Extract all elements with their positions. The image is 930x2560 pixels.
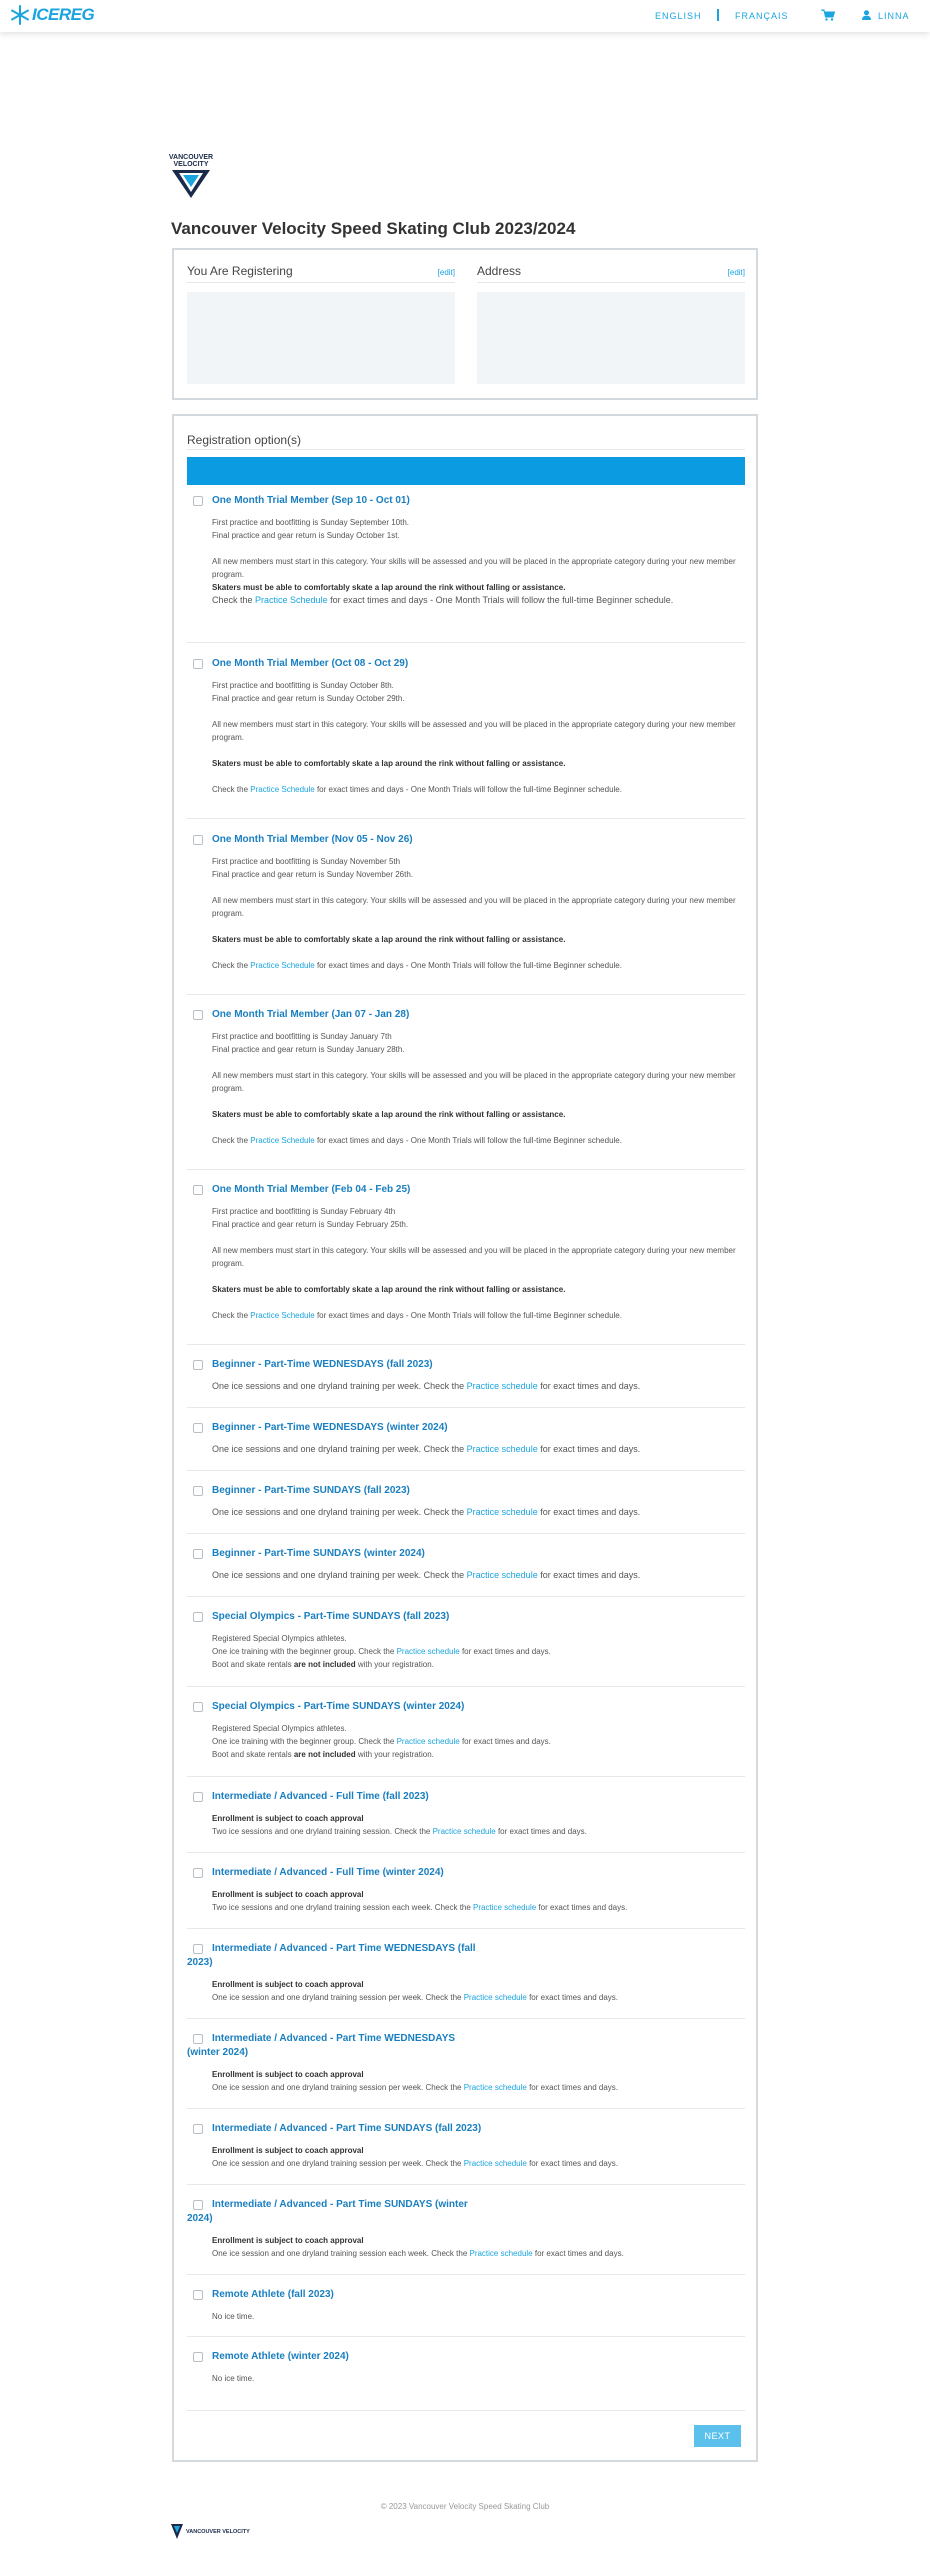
page-title: Vancouver Velocity Speed Skating Club 2023/2024 bbox=[171, 219, 576, 238]
registration-options-card bbox=[172, 414, 758, 2462]
address-edit-link[interactable]: [edit] bbox=[727, 268, 745, 277]
registration-summary-card bbox=[172, 248, 758, 400]
practice-schedule-link[interactable]: Practice schedule bbox=[466, 1507, 538, 1517]
registering-content bbox=[187, 292, 455, 384]
practice-schedule-link[interactable]: Practice schedule bbox=[463, 1993, 527, 2002]
registering-section bbox=[187, 264, 455, 384]
option-item[interactable] bbox=[187, 2122, 745, 2170]
option-checkbox[interactable] bbox=[193, 1702, 203, 1712]
option-item[interactable] bbox=[187, 1421, 745, 1456]
cart-icon[interactable] bbox=[821, 9, 835, 21]
footer-logo-text: VANCOUVER VELOCITY bbox=[186, 2529, 250, 2535]
option-checkbox[interactable] bbox=[193, 835, 203, 845]
option-name[interactable]: Remote Athlete (winter 2024) bbox=[212, 2351, 349, 2362]
brand-name: ICEREG bbox=[32, 5, 95, 24]
option-name[interactable]: One Month Trial Member (Oct 08 - Oct 29) bbox=[212, 658, 409, 669]
option-name[interactable]: Intermediate / Advanced - Part Time WEDNESDAYS (fall 2023) bbox=[187, 1943, 476, 1968]
option-description: Registered Special Olympics athletes. One ice training with the beginner group. Check the Practice schedule for exact times and days. Boot and skate rentals are not included with your registration. bbox=[212, 1634, 551, 1669]
option-name[interactable]: One Month Trial Member (Nov 05 - Nov 26) bbox=[212, 834, 413, 845]
options-header-bar bbox=[187, 457, 745, 485]
practice-schedule-link[interactable]: Practice schedule bbox=[396, 1737, 460, 1746]
practice-schedule-link[interactable]: Practice Schedule bbox=[250, 785, 315, 794]
option-item[interactable] bbox=[187, 1610, 745, 1671]
practice-schedule-link[interactable]: Practice schedule bbox=[466, 1570, 538, 1580]
option-description: No ice time. bbox=[212, 2374, 255, 2383]
practice-schedule-link[interactable]: Practice schedule bbox=[463, 2083, 527, 2092]
option-item[interactable] bbox=[187, 2288, 745, 2323]
address-section bbox=[477, 264, 745, 384]
option-description: No ice time. bbox=[212, 2312, 255, 2321]
top-navbar bbox=[0, 0, 930, 32]
option-checkbox[interactable] bbox=[193, 2200, 203, 2210]
option-item[interactable] bbox=[187, 2032, 745, 2094]
option-checkbox[interactable] bbox=[193, 1185, 203, 1195]
footer-club-logo bbox=[170, 2522, 250, 2542]
option-name[interactable]: Beginner - Part-Time WEDNESDAYS (winter 2024) bbox=[212, 1422, 448, 1433]
option-checkbox[interactable] bbox=[193, 1792, 203, 1802]
option-name[interactable]: Intermediate / Advanced - Full Time (winter 2024) bbox=[212, 1867, 444, 1878]
option-item[interactable] bbox=[187, 1358, 745, 1393]
option-description: First practice and bootfitting is Sunday January 7th Final practice and gear return is Sunday January 28th. All new members must start in this category. Your skills will be assessed and you will be placed in the appropriate category during your new member program. Skaters must be able to comfortably skate a lap around the rink without falling or assistance. Check the Practice Schedule for exact times and days - One Month Trials will follow the full-time Beginner schedule. bbox=[212, 1032, 736, 1145]
address-content bbox=[477, 292, 745, 384]
option-name[interactable]: Intermediate / Advanced - Part Time SUNDAYS (fall 2023) bbox=[212, 2123, 482, 2134]
club-logo bbox=[160, 152, 222, 200]
option-description: Enrollment is subject to coach approval Two ice sessions and one dryland training session. Check the Practice schedule for exact times and days. bbox=[212, 1814, 587, 1836]
option-checkbox[interactable] bbox=[193, 1868, 203, 1878]
option-checkbox[interactable] bbox=[193, 2352, 203, 2362]
option-name[interactable]: One Month Trial Member (Jan 07 - Jan 28) bbox=[212, 1009, 410, 1020]
option-name[interactable]: Beginner - Part-Time SUNDAYS (fall 2023) bbox=[212, 1485, 410, 1496]
option-name[interactable]: Intermediate / Advanced - Part Time WEDNESDAYS (winter 2024) bbox=[187, 2033, 456, 2058]
option-name[interactable]: Special Olympics - Part-Time SUNDAYS (winter 2024) bbox=[212, 1701, 465, 1712]
practice-schedule-link[interactable]: Practice schedule bbox=[466, 1444, 538, 1454]
option-description: First practice and bootfitting is Sunday October 8th. Final practice and gear return is Sunday October 29th. All new members must start in this category. Your skills will be assessed and you will be placed in the appropriate category during your new member program. Skaters must be able to comfortably skate a lap around the rink without falling or assistance. Check the Practice Schedule for exact times and days - One Month Trials will follow the full-time Beginner schedule. bbox=[212, 681, 736, 794]
option-checkbox[interactable] bbox=[193, 1486, 203, 1496]
icereg-logo[interactable] bbox=[10, 5, 94, 25]
option-item[interactable] bbox=[187, 833, 745, 972]
address-title: Address bbox=[477, 264, 522, 278]
option-item[interactable] bbox=[187, 1790, 745, 1838]
option-checkbox[interactable] bbox=[193, 1010, 203, 1020]
option-checkbox[interactable] bbox=[193, 659, 203, 669]
option-description: Enrollment is subject to coach approval Two ice sessions and one dryland training session each week. Check the Practice schedule for exact times and days. bbox=[212, 1890, 628, 1912]
option-checkbox[interactable] bbox=[193, 2034, 203, 2044]
registering-title: You Are Registering bbox=[187, 264, 293, 278]
practice-schedule-link[interactable]: Practice Schedule bbox=[250, 1136, 315, 1145]
option-item[interactable] bbox=[187, 1183, 745, 1322]
options-title: Registration option(s) bbox=[187, 433, 302, 447]
option-name[interactable]: Remote Athlete (fall 2023) bbox=[212, 2289, 334, 2300]
practice-schedule-link[interactable]: Practice Schedule bbox=[255, 595, 328, 605]
option-item[interactable] bbox=[187, 1008, 745, 1147]
option-item[interactable] bbox=[187, 1547, 745, 1582]
option-description: One ice sessions and one dryland training per week. Check the Practice schedule for exact times and days. bbox=[212, 1381, 641, 1391]
option-checkbox[interactable] bbox=[193, 1549, 203, 1559]
club-logo-bottom-text: VELOCITY bbox=[173, 161, 209, 168]
option-item[interactable] bbox=[187, 2198, 745, 2260]
lang-french-link[interactable]: FRANÇAIS bbox=[735, 11, 789, 21]
option-description: Enrollment is subject to coach approval One ice session and one dryland training session per week. Check the Practice schedule for exact times and days. bbox=[212, 2146, 619, 2168]
practice-schedule-link[interactable]: Practice schedule bbox=[469, 2249, 533, 2258]
option-description: One ice sessions and one dryland training per week. Check the Practice schedule for exact times and days. bbox=[212, 1570, 641, 1580]
user-icon[interactable] bbox=[862, 10, 871, 20]
snowflake-icon bbox=[10, 5, 30, 25]
option-description: One ice sessions and one dryland training per week. Check the Practice schedule for exact times and days. bbox=[212, 1507, 641, 1517]
option-checkbox[interactable] bbox=[193, 2124, 203, 2134]
option-name[interactable]: One Month Trial Member (Feb 04 - Feb 25) bbox=[212, 1184, 411, 1195]
club-logo-top-text: VANCOUVER bbox=[168, 154, 214, 161]
options-title-divider bbox=[187, 449, 745, 450]
user-menu-link[interactable]: LINNA bbox=[878, 11, 910, 21]
option-description: One ice sessions and one dryland training per week. Check the Practice schedule for exact times and days. bbox=[212, 1444, 641, 1454]
option-item[interactable] bbox=[187, 1484, 745, 1519]
option-name[interactable]: Intermediate / Advanced - Part Time SUNDAYS (winter 2024) bbox=[187, 2199, 468, 2224]
registering-edit-link[interactable]: [edit] bbox=[437, 268, 455, 277]
practice-schedule-link[interactable]: Practice schedule bbox=[473, 1903, 537, 1912]
option-item[interactable] bbox=[187, 494, 745, 607]
option-name[interactable]: Beginner - Part-Time SUNDAYS (winter 2024) bbox=[212, 1548, 425, 1559]
next-button[interactable]: NEXT bbox=[694, 2425, 741, 2447]
option-description: Enrollment is subject to coach approval One ice session and one dryland training session each week. Check the Practice schedule for exact times and days. bbox=[212, 2236, 624, 2258]
practice-schedule-link[interactable]: Practice Schedule bbox=[250, 961, 315, 970]
option-name[interactable]: Intermediate / Advanced - Full Time (fall 2023) bbox=[212, 1791, 429, 1802]
option-description: First practice and bootfitting is Sunday February 4th Final practice and gear return is Sunday February 25th. All new members must start in this category. Your skills will be assessed and you will be placed in the appropriate category during your new member program. Skaters must be able to comfortably skate a lap around the rink without falling or assistance. Check the Practice Schedule for exact times and days - One Month Trials will follow the full-time Beginner schedule. bbox=[212, 1207, 736, 1320]
option-description: First practice and bootfitting is Sunday September 10th. Final practice and gear return is Sunday October 1st. All new members must start in this category. Your skills will be assessed and you will be placed in the appropriate category during your new member program. Skaters must be able to comfortably skate a lap around the rink without falling or assistance. Check the Practice Schedule for exact times and days - One Month Trials will follow the full-time Beginner schedule. bbox=[212, 518, 736, 605]
option-checkbox[interactable] bbox=[193, 1360, 203, 1370]
footer-copyright: © 2023 Vancouver Velocity Speed Skating Club bbox=[380, 2502, 550, 2511]
nav-divider bbox=[717, 9, 719, 21]
practice-schedule-link[interactable]: Practice schedule bbox=[466, 1381, 538, 1391]
practice-schedule-link[interactable]: Practice Schedule bbox=[250, 1311, 315, 1320]
option-item[interactable] bbox=[187, 1942, 745, 2004]
option-item[interactable] bbox=[187, 1866, 745, 1914]
option-checkbox[interactable] bbox=[193, 1423, 203, 1433]
option-item[interactable] bbox=[187, 2350, 745, 2385]
option-checkbox[interactable] bbox=[193, 1944, 203, 1954]
option-checkbox[interactable] bbox=[193, 1612, 203, 1622]
practice-schedule-link[interactable]: Practice schedule bbox=[396, 1647, 460, 1656]
option-description: Enrollment is subject to coach approval One ice session and one dryland training session per week. Check the Practice schedule for exact times and days. bbox=[212, 1980, 619, 2002]
option-item[interactable] bbox=[187, 657, 745, 796]
option-checkbox[interactable] bbox=[193, 2290, 203, 2300]
option-name[interactable]: Beginner - Part-Time WEDNESDAYS (fall 2023) bbox=[212, 1359, 433, 1370]
practice-schedule-link[interactable]: Practice schedule bbox=[432, 1827, 496, 1836]
option-description: Enrollment is subject to coach approval One ice session and one dryland training session per week. Check the Practice schedule for exact times and days. bbox=[212, 2070, 619, 2092]
practice-schedule-link[interactable]: Practice schedule bbox=[463, 2159, 527, 2168]
lang-english-link[interactable]: ENGLISH bbox=[655, 11, 702, 21]
option-item[interactable] bbox=[187, 1700, 745, 1761]
option-name[interactable]: One Month Trial Member (Sep 10 - Oct 01) bbox=[212, 495, 410, 506]
option-description: Registered Special Olympics athletes. One ice training with the beginner group. Check the Practice schedule for exact times and days. Boot and skate rentals are not included with your registration. bbox=[212, 1724, 551, 1759]
option-description: First practice and bootfitting is Sunday November 5th Final practice and gear return is Sunday November 26th. All new members must start in this category. Your skills will be assessed and you will be placed in the appropriate category during your new member program. Skaters must be able to comfortably skate a lap around the rink without falling or assistance. Check the Practice Schedule for exact times and days - One Month Trials will follow the full-time Beginner schedule. bbox=[212, 857, 736, 970]
option-checkbox[interactable] bbox=[193, 496, 203, 506]
option-name[interactable]: Special Olympics - Part-Time SUNDAYS (fall 2023) bbox=[212, 1611, 450, 1622]
